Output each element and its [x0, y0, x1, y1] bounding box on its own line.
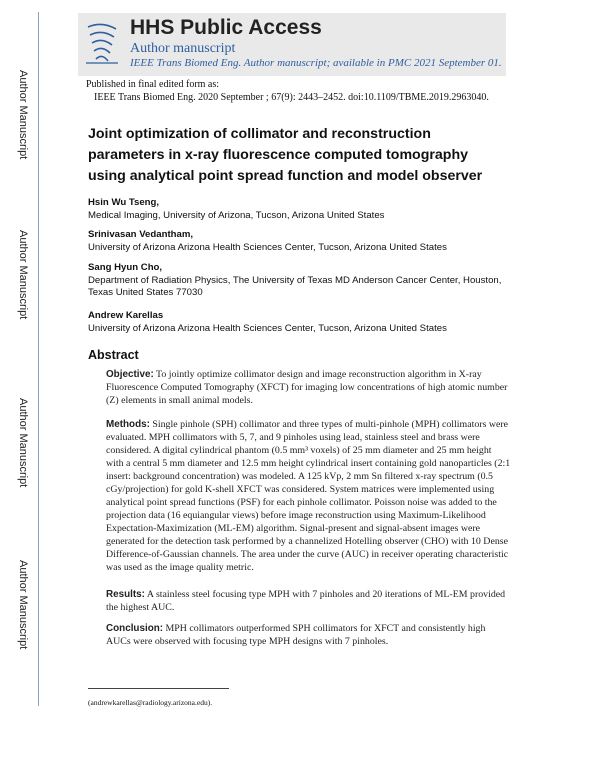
- author-name: Andrew Karellas: [88, 310, 164, 321]
- author-affiliation: University of Arizona Arizona Health Sciences Center, Tucson, Arizona United States: [88, 322, 447, 334]
- author-name: Srinivasan Vedantham,: [88, 229, 194, 240]
- abstract-results: Results: A stainless steel focusing type MPH with 7 pinholes and 20 iterations of ML-EM provided the highest AUC.: [106, 589, 506, 613]
- author-affiliation: University of Arizona Arizona Health Sciences Center, Tucson, Arizona United States: [88, 241, 447, 253]
- author-name: Sang Hyun Cho,: [88, 262, 163, 273]
- side-label-1: Author Manuscript: [17, 70, 29, 160]
- footnote-rule: [88, 688, 229, 689]
- side-divider: [38, 12, 39, 706]
- hhs-eagle-logo-icon: [82, 17, 122, 67]
- footnote-email: (andrewkarellas@radiology.arizona.edu).: [88, 698, 213, 707]
- author-name: Hsin Wu Tseng,: [88, 197, 160, 208]
- author-affiliation: Department of Radiation Physics, The University of Texas MD Anderson Cancer Center, Houston, Texas United States 77030: [88, 274, 502, 298]
- side-label-2: Author Manuscript: [17, 230, 29, 320]
- author-affiliation: Medical Imaging, University of Arizona, Tucson, Arizona United States: [88, 209, 385, 221]
- author-block: [88, 310, 518, 335]
- abstract-objective: Objective: To jointly optimize collimator design and image reconstruction algorithm in X-ray Fluorescence Computed Tomography (XFCT) for imaging low concentrations of high atomic number (Z) elements in small animal models.: [106, 369, 508, 406]
- hhs-subtitle: Author manuscript: [130, 41, 236, 56]
- journal-availability: IEEE Trans Biomed Eng. Author manuscript; available in PMC 2021 September 01.: [130, 57, 502, 69]
- side-label-4: Author Manuscript: [17, 560, 29, 650]
- side-label-3: Author Manuscript: [17, 398, 29, 488]
- abstract-methods: Methods: Single pinhole (SPH) collimator and three types of multi-pinhole (MPH) collimators were evaluated. MPH collimators with 5, 7, and 9 pinholes using lead, stainless steel and brass were considered. A digital cylindrical phantom (0.5 mm³ voxels) of 25 mm diameter and 25 mm height with a central 5 mm diameter and 12.5 mm height cylindrical insert containing gold nanoparticles (2:1 insert: background concentration) was modeled. A 125 kVp, 2 mm Sn filtered x-ray spectrum (0.5 cGy/projection) for gold K-shell XFCT was considered. System matrices were implemented using analytical point spread functions (PSF) for each pinhole collimator. Poisson noise was added to the projection data (16 equiangular views) before image reconstruction using Maximum-Likelihood Expectation-Maximization (ML-EM) algorithm. Signal-present and signal-absent images were generated for the detection task performed by a channelized Hotelling observer (CHO) with 10 Dense Difference-of-Gaussian channels. The area under the curve (AUC) in receiver operating characteristic was used as the image quality metric.: [106, 419, 511, 573]
- hhs-title: HHS Public Access: [130, 16, 322, 39]
- published-label: Published in final edited form as:: [86, 79, 220, 90]
- citation: IEEE Trans Biomed Eng. 2020 September ; 67(9): 2443–2452. doi:10.1109/TBME.2019.2963040.: [94, 92, 489, 103]
- abstract-conclusion: Conclusion: MPH collimators outperformed SPH collimators for XFCT and consistently high AUCs were observed with focusing type MPH designs with 7 pinholes.: [106, 623, 486, 647]
- author-block: [88, 262, 518, 300]
- author-block: [88, 229, 518, 254]
- paper-title: Joint optimization of collimator and reconstruction parameters in x-ray fluorescence computed tomography using analytical point spread function and model observer: [88, 126, 483, 184]
- author-block: [88, 197, 518, 222]
- abstract-heading: Abstract: [88, 348, 139, 362]
